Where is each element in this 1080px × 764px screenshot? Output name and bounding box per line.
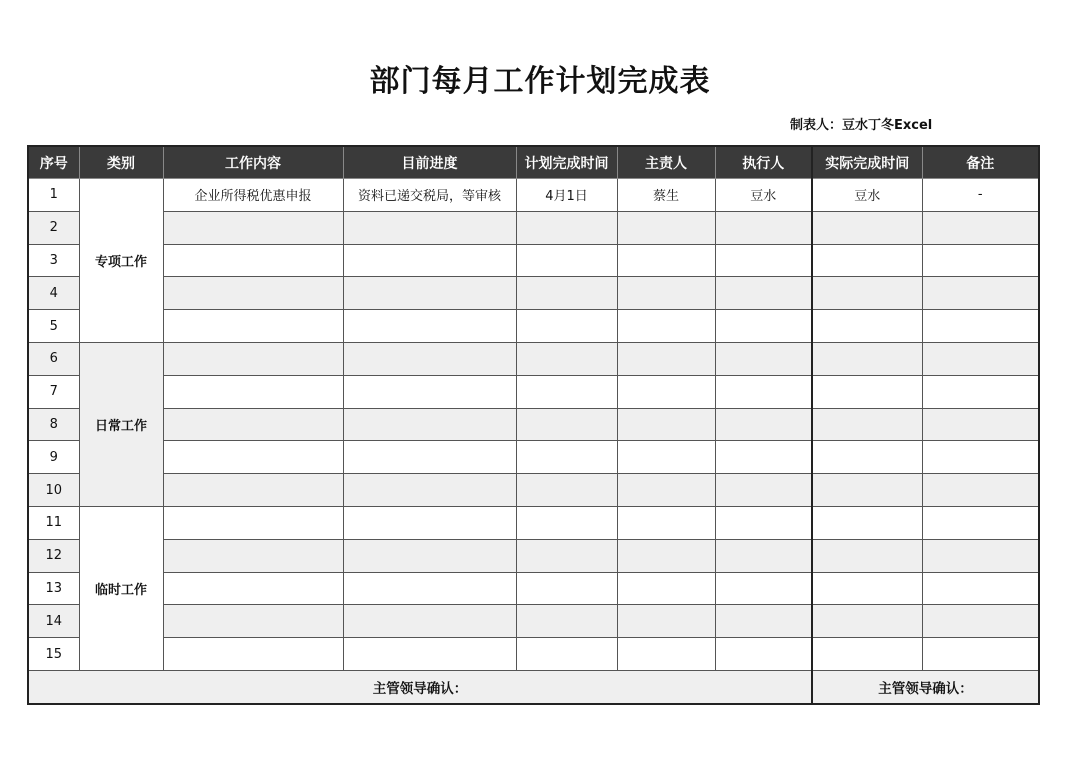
cell-seq: 5 bbox=[28, 310, 79, 343]
table-row bbox=[28, 179, 1039, 212]
cell-note[interactable] bbox=[922, 441, 1039, 474]
cell-content[interactable] bbox=[163, 277, 343, 310]
cell-actual[interactable] bbox=[812, 638, 922, 671]
cell-planned[interactable] bbox=[516, 211, 617, 244]
cell-executor[interactable] bbox=[715, 375, 812, 408]
cell-seq: 8 bbox=[28, 408, 79, 441]
cell-note[interactable] bbox=[922, 605, 1039, 638]
cell-note[interactable] bbox=[922, 310, 1039, 343]
cell-note[interactable] bbox=[922, 638, 1039, 671]
cell-actual[interactable] bbox=[812, 441, 922, 474]
cell-progress[interactable] bbox=[343, 375, 516, 408]
cell-note[interactable]: - bbox=[922, 179, 1039, 212]
cell-owner[interactable] bbox=[617, 342, 715, 375]
cell-planned[interactable] bbox=[516, 605, 617, 638]
cell-executor[interactable] bbox=[715, 277, 812, 310]
table-row bbox=[28, 375, 1039, 408]
cell-owner[interactable] bbox=[617, 572, 715, 605]
cell-content[interactable]: 企业所得税优惠申报 bbox=[163, 179, 343, 212]
header-content: 工作内容 bbox=[163, 146, 343, 179]
header-progress: 目前进度 bbox=[343, 146, 516, 179]
cell-owner[interactable] bbox=[617, 441, 715, 474]
cell-planned[interactable] bbox=[516, 539, 617, 572]
cell-planned[interactable] bbox=[516, 474, 617, 507]
cell-executor[interactable] bbox=[715, 211, 812, 244]
cell-content[interactable] bbox=[163, 310, 343, 343]
cell-actual[interactable] bbox=[812, 342, 922, 375]
category-cell: 临时工作 bbox=[79, 506, 163, 670]
cell-note[interactable] bbox=[922, 277, 1039, 310]
cell-executor[interactable] bbox=[715, 605, 812, 638]
cell-progress[interactable] bbox=[343, 277, 516, 310]
cell-content[interactable] bbox=[163, 638, 343, 671]
cell-planned[interactable] bbox=[516, 310, 617, 343]
cell-seq: 15 bbox=[28, 638, 79, 671]
cell-progress[interactable] bbox=[343, 408, 516, 441]
cell-executor[interactable] bbox=[715, 244, 812, 277]
cell-actual[interactable] bbox=[812, 375, 922, 408]
cell-executor[interactable] bbox=[715, 408, 812, 441]
cell-content[interactable] bbox=[163, 408, 343, 441]
cell-seq: 7 bbox=[28, 375, 79, 408]
cell-owner[interactable] bbox=[617, 605, 715, 638]
cell-seq: 2 bbox=[28, 211, 79, 244]
cell-content[interactable] bbox=[163, 572, 343, 605]
cell-content[interactable] bbox=[163, 474, 343, 507]
cell-actual[interactable] bbox=[812, 408, 922, 441]
cell-content[interactable] bbox=[163, 211, 343, 244]
cell-progress[interactable] bbox=[343, 572, 516, 605]
cell-owner[interactable] bbox=[617, 408, 715, 441]
cell-note[interactable] bbox=[922, 539, 1039, 572]
cell-progress[interactable] bbox=[343, 638, 516, 671]
cell-planned[interactable] bbox=[516, 342, 617, 375]
footer-confirm-left[interactable]: 主管领导确认： bbox=[28, 670, 812, 704]
cell-progress[interactable] bbox=[343, 244, 516, 277]
cell-seq: 9 bbox=[28, 441, 79, 474]
table-row bbox=[28, 638, 1039, 671]
cell-actual[interactable] bbox=[812, 310, 922, 343]
cell-seq: 1 bbox=[28, 179, 79, 212]
cell-executor[interactable] bbox=[715, 506, 812, 539]
cell-content[interactable] bbox=[163, 605, 343, 638]
cell-planned[interactable] bbox=[516, 638, 617, 671]
table-row bbox=[28, 539, 1039, 572]
cell-owner[interactable] bbox=[617, 310, 715, 343]
cell-seq: 12 bbox=[28, 539, 79, 572]
cell-owner[interactable] bbox=[617, 211, 715, 244]
cell-note[interactable] bbox=[922, 474, 1039, 507]
header-row bbox=[28, 146, 1039, 179]
footer-confirm-right[interactable]: 主管领导确认： bbox=[812, 670, 1039, 704]
cell-owner[interactable] bbox=[617, 375, 715, 408]
cell-actual[interactable] bbox=[812, 277, 922, 310]
table-row bbox=[28, 408, 1039, 441]
cell-planned[interactable] bbox=[516, 375, 617, 408]
cell-progress[interactable]: 资料已递交税局，等审核 bbox=[343, 179, 516, 212]
cell-executor[interactable] bbox=[715, 441, 812, 474]
cell-actual[interactable] bbox=[812, 474, 922, 507]
cell-note[interactable] bbox=[922, 244, 1039, 277]
cell-seq: 6 bbox=[28, 342, 79, 375]
cell-note[interactable] bbox=[922, 506, 1039, 539]
cell-content[interactable] bbox=[163, 539, 343, 572]
cell-seq: 4 bbox=[28, 277, 79, 310]
cell-note[interactable] bbox=[922, 375, 1039, 408]
header-executor: 执行人 bbox=[715, 146, 812, 179]
cell-content[interactable] bbox=[163, 441, 343, 474]
table-row bbox=[28, 605, 1039, 638]
cell-owner[interactable] bbox=[617, 539, 715, 572]
page-title: 部门每月工作计划完成表 bbox=[369, 64, 711, 99]
table-row bbox=[28, 441, 1039, 474]
cell-executor[interactable] bbox=[715, 342, 812, 375]
cell-executor[interactable] bbox=[715, 539, 812, 572]
cell-note[interactable] bbox=[922, 408, 1039, 441]
cell-executor[interactable] bbox=[715, 310, 812, 343]
category-cell: 日常工作 bbox=[79, 342, 163, 506]
table-row bbox=[28, 244, 1039, 277]
cell-seq: 14 bbox=[28, 605, 79, 638]
cell-planned[interactable] bbox=[516, 244, 617, 277]
cell-executor[interactable] bbox=[715, 572, 812, 605]
cell-actual[interactable]: 豆水 bbox=[812, 179, 922, 212]
cell-progress[interactable] bbox=[343, 474, 516, 507]
header-actual: 实际完成时间 bbox=[812, 146, 922, 179]
cell-actual[interactable] bbox=[812, 572, 922, 605]
table-row bbox=[28, 572, 1039, 605]
cell-owner[interactable] bbox=[617, 506, 715, 539]
table-row bbox=[28, 506, 1039, 539]
cell-owner[interactable]: 蔡生 bbox=[617, 179, 715, 212]
table-row bbox=[28, 211, 1039, 244]
cell-actual[interactable] bbox=[812, 506, 922, 539]
cell-planned[interactable] bbox=[516, 441, 617, 474]
cell-progress[interactable] bbox=[343, 506, 516, 539]
cell-note[interactable] bbox=[922, 342, 1039, 375]
cell-actual[interactable] bbox=[812, 211, 922, 244]
cell-content[interactable] bbox=[163, 244, 343, 277]
table-body bbox=[28, 179, 1039, 671]
table-row bbox=[28, 310, 1039, 343]
header-seq: 序号 bbox=[28, 146, 79, 179]
cell-content[interactable] bbox=[163, 342, 343, 375]
cell-progress[interactable] bbox=[343, 342, 516, 375]
table-row bbox=[28, 342, 1039, 375]
cell-executor[interactable] bbox=[715, 638, 812, 671]
cell-seq: 11 bbox=[28, 506, 79, 539]
cell-owner[interactable] bbox=[617, 244, 715, 277]
cell-owner[interactable] bbox=[617, 638, 715, 671]
cell-planned[interactable] bbox=[516, 408, 617, 441]
header-owner: 主责人 bbox=[617, 146, 715, 179]
cell-planned[interactable] bbox=[516, 572, 617, 605]
category-cell: 专项工作 bbox=[79, 179, 163, 343]
maker-label: 制表人：豆水丁冬Excel bbox=[790, 118, 933, 133]
table-row bbox=[28, 277, 1039, 310]
plan-table bbox=[27, 145, 1040, 705]
cell-seq: 3 bbox=[28, 244, 79, 277]
cell-progress[interactable] bbox=[343, 539, 516, 572]
cell-progress[interactable] bbox=[343, 441, 516, 474]
cell-progress[interactable] bbox=[343, 310, 516, 343]
cell-owner[interactable] bbox=[617, 277, 715, 310]
cell-planned[interactable]: 4月1日 bbox=[516, 179, 617, 212]
cell-planned[interactable] bbox=[516, 506, 617, 539]
footer-row bbox=[28, 670, 1039, 704]
cell-progress[interactable] bbox=[343, 605, 516, 638]
cell-content[interactable] bbox=[163, 375, 343, 408]
header-planned: 计划完成时间 bbox=[516, 146, 617, 179]
cell-actual[interactable] bbox=[812, 539, 922, 572]
cell-note[interactable] bbox=[922, 211, 1039, 244]
cell-planned[interactable] bbox=[516, 277, 617, 310]
cell-actual[interactable] bbox=[812, 244, 922, 277]
cell-seq: 10 bbox=[28, 474, 79, 507]
cell-seq: 13 bbox=[28, 572, 79, 605]
cell-progress[interactable] bbox=[343, 211, 516, 244]
cell-content[interactable] bbox=[163, 506, 343, 539]
header-category: 类别 bbox=[79, 146, 163, 179]
cell-executor[interactable] bbox=[715, 474, 812, 507]
table-row bbox=[28, 474, 1039, 507]
cell-owner[interactable] bbox=[617, 474, 715, 507]
cell-actual[interactable] bbox=[812, 605, 922, 638]
cell-note[interactable] bbox=[922, 572, 1039, 605]
header-note: 备注 bbox=[922, 146, 1039, 179]
cell-executor[interactable]: 豆水 bbox=[715, 179, 812, 212]
